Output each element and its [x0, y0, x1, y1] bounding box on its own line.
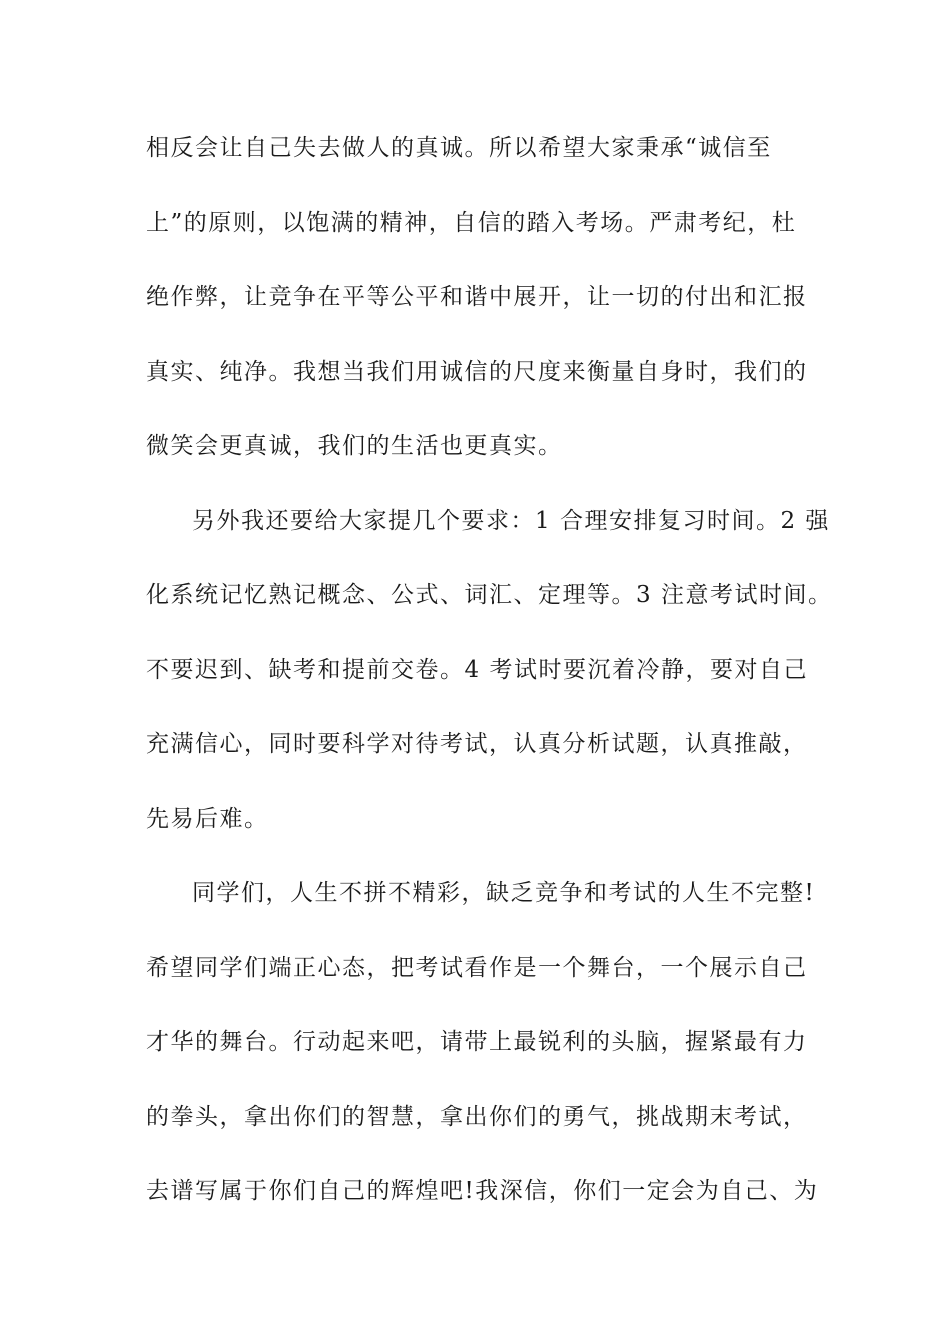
- text-line: 的拳头，拿出你们的智慧，拿出你们的勇气，挑战期末考试，: [146, 1103, 808, 1130]
- text-line: 相反会让自己失去做人的真诚。所以希望大家秉承“诚信至: [146, 135, 772, 161]
- text-line: 才华的舞台。行动起来吧，请带上最锐利的头脑，握紧最有力: [146, 1029, 808, 1055]
- text-line: 去谱写属于你们自己的辉煌吧!我深信，你们一定会为自己、为: [146, 1178, 819, 1204]
- text-line: 微笑会更真诚，我们的生活也更真实。: [146, 433, 563, 459]
- body-text: [146, 128, 833, 1246]
- text-line: 绝作弊，让竞争在平等公平和谐中展开，让一切的付出和汇报: [146, 284, 808, 310]
- text-line: 充满信心，同时要科学对待考试，认真分析试题，认真推敲，: [146, 731, 808, 757]
- text-line: 希望同学们端正心态，把考试看作是一个舞台，一个展示自己: [146, 954, 808, 981]
- text-line: 不要迟到、缺考和提前交卷。4 考试时要沉着冷静，要对自己: [146, 656, 808, 683]
- text-line: 化系统记忆熟记概念、公式、词汇、定理等。3 注意考试时间。: [146, 582, 833, 608]
- paragraph-first-line: 同学们，人生不拼不精彩，缺乏竞争和考试的人生不完整!: [192, 880, 816, 906]
- text-line: 先易后难。: [146, 805, 269, 832]
- text-line: 上”的原则，以饱满的精神，自信的踏入考场。严肃考纪，杜: [146, 209, 797, 236]
- text-line: 真实、纯净。我想当我们用诚信的尺度来衡量自身时，我们的: [146, 358, 808, 385]
- paragraph-first-line: 另外我还要给大家提几个要求：1 合理安排复习时间。2 强: [192, 507, 830, 534]
